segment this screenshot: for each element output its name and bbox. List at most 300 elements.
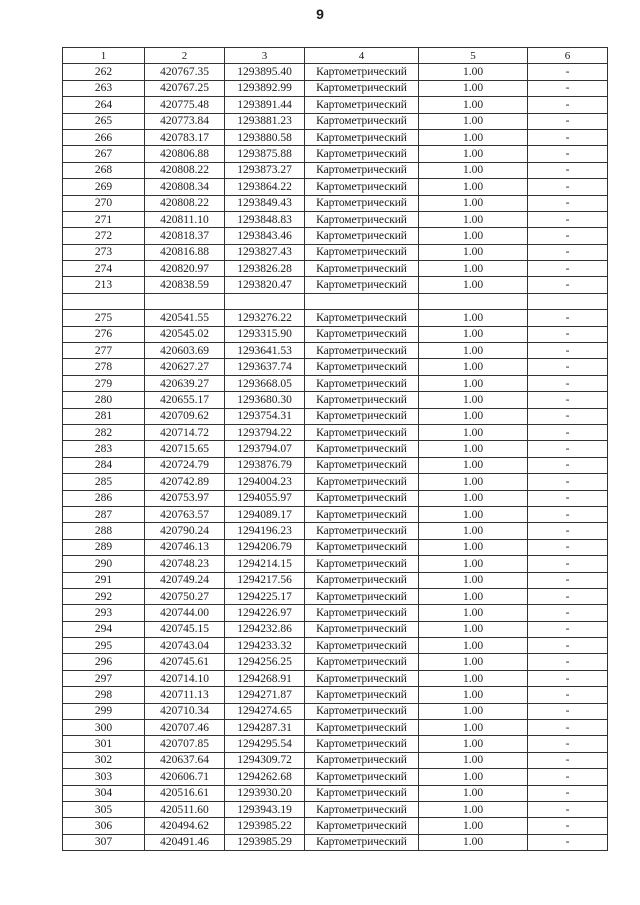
table-cell: 273: [63, 244, 145, 260]
table-cell: -: [528, 703, 608, 719]
table-cell: [528, 293, 608, 309]
table-cell: Картометрический: [305, 670, 419, 686]
table-cell: Картометрический: [305, 392, 419, 408]
table-cell: -: [528, 818, 608, 834]
table-cell: 1293754.31: [225, 408, 305, 424]
table-cell: Картометрический: [305, 228, 419, 244]
table-cell: -: [528, 129, 608, 145]
table-row: [63, 392, 608, 408]
table-cell: 268: [63, 162, 145, 178]
table-cell: -: [528, 523, 608, 539]
table-cell: 1.00: [419, 392, 528, 408]
table-cell: 420494.62: [145, 818, 225, 834]
table-cell: 1293943.19: [225, 801, 305, 817]
table-cell: 1294206.79: [225, 539, 305, 555]
table-cell: 420743.04: [145, 638, 225, 654]
table-cell: 1294196.23: [225, 523, 305, 539]
table-row: [63, 670, 608, 686]
table-cell: 420707.46: [145, 720, 225, 736]
table-cell: 1294004.23: [225, 474, 305, 490]
table-cell: -: [528, 556, 608, 572]
table-cell: 420603.69: [145, 343, 225, 359]
table-cell: 1.00: [419, 310, 528, 326]
column-header: 3: [225, 48, 305, 64]
table-cell: 1293848.83: [225, 211, 305, 227]
table-row: [63, 80, 608, 96]
table-cell: 420808.22: [145, 195, 225, 211]
table-row: [63, 474, 608, 490]
table-cell: 1294295.54: [225, 736, 305, 752]
table-cell: Картометрический: [305, 211, 419, 227]
table-cell: 294: [63, 621, 145, 637]
table-cell: Картометрический: [305, 736, 419, 752]
table-cell: Картометрический: [305, 64, 419, 80]
table-header-row: [63, 48, 608, 64]
table-cell: 420748.23: [145, 556, 225, 572]
table-cell: 272: [63, 228, 145, 244]
table-cell: 420655.17: [145, 392, 225, 408]
table-row: [63, 654, 608, 670]
table-cell: -: [528, 80, 608, 96]
table-cell: -: [528, 424, 608, 440]
table-cell: 420714.10: [145, 670, 225, 686]
table-cell: 1.00: [419, 375, 528, 391]
table-cell: -: [528, 785, 608, 801]
table-row: [63, 244, 608, 260]
table-row: [63, 343, 608, 359]
column-header: 6: [528, 48, 608, 64]
table-cell: 286: [63, 490, 145, 506]
table-cell: 293: [63, 605, 145, 621]
table-cell: -: [528, 539, 608, 555]
table-cell: 1293985.29: [225, 834, 305, 850]
table-cell: 1.00: [419, 80, 528, 96]
table-cell: Картометрический: [305, 441, 419, 457]
table-cell: 1.00: [419, 556, 528, 572]
table-row: [63, 752, 608, 768]
table-cell: 420724.79: [145, 457, 225, 473]
table-cell: Картометрический: [305, 359, 419, 375]
table-row: [63, 195, 608, 211]
table-cell: 420808.22: [145, 162, 225, 178]
column-header: 2: [145, 48, 225, 64]
table-cell: [419, 293, 528, 309]
table-cell: -: [528, 490, 608, 506]
table-cell: -: [528, 670, 608, 686]
table-cell: 282: [63, 424, 145, 440]
table-cell: 279: [63, 375, 145, 391]
table-cell: 420710.34: [145, 703, 225, 719]
table-row: [63, 539, 608, 555]
table-row: [63, 441, 608, 457]
table-cell: Картометрический: [305, 539, 419, 555]
table-cell: 1.00: [419, 736, 528, 752]
table-cell: Картометрический: [305, 752, 419, 768]
table-cell: 420753.97: [145, 490, 225, 506]
table-cell: 1.00: [419, 211, 528, 227]
table-cell: 1.00: [419, 343, 528, 359]
table-row: [63, 621, 608, 637]
table-cell: 1294055.97: [225, 490, 305, 506]
table-cell: -: [528, 720, 608, 736]
table-row: [63, 457, 608, 473]
table-cell: 1294309.72: [225, 752, 305, 768]
table-cell: 305: [63, 801, 145, 817]
table-cell: 1.00: [419, 179, 528, 195]
table-cell: Картометрический: [305, 195, 419, 211]
table-cell: 295: [63, 638, 145, 654]
table-cell: 1.00: [419, 801, 528, 817]
table-cell: -: [528, 457, 608, 473]
table-cell: 420745.61: [145, 654, 225, 670]
table-cell: 1293849.43: [225, 195, 305, 211]
table-cell: 290: [63, 556, 145, 572]
table-cell: Картометрический: [305, 179, 419, 195]
table-cell: -: [528, 736, 608, 752]
table-cell: 1293315.90: [225, 326, 305, 342]
table-cell: 1294256.25: [225, 654, 305, 670]
table-cell: 420707.85: [145, 736, 225, 752]
table-row: [63, 211, 608, 227]
table-row: [63, 228, 608, 244]
table-cell: -: [528, 146, 608, 162]
table-cell: -: [528, 769, 608, 785]
table-cell: -: [528, 277, 608, 293]
table-cell: 283: [63, 441, 145, 457]
table-cell: 1.00: [419, 64, 528, 80]
table-row: [63, 506, 608, 522]
table-cell: 1.00: [419, 572, 528, 588]
table-cell: 274: [63, 261, 145, 277]
table-cell: 301: [63, 736, 145, 752]
table-cell: 1293876.79: [225, 457, 305, 473]
table-cell: 1.00: [419, 720, 528, 736]
table-cell: -: [528, 752, 608, 768]
table-cell: [305, 293, 419, 309]
table-row: [63, 326, 608, 342]
table-cell: Картометрический: [305, 490, 419, 506]
table-cell: 1293820.47: [225, 277, 305, 293]
table-cell: 420491.46: [145, 834, 225, 850]
table-row: [63, 638, 608, 654]
table-cell: -: [528, 195, 608, 211]
table-cell: 420606.71: [145, 769, 225, 785]
table-cell: -: [528, 261, 608, 277]
table-cell: 1.00: [419, 523, 528, 539]
table-cell: Картометрический: [305, 506, 419, 522]
table-cell: 1.00: [419, 457, 528, 473]
table-cell: 1.00: [419, 654, 528, 670]
table-cell: 420511.60: [145, 801, 225, 817]
table-cell: 1293641.53: [225, 343, 305, 359]
table-row: [63, 277, 608, 293]
table-cell: 280: [63, 392, 145, 408]
table-cell: 1293680.30: [225, 392, 305, 408]
table-cell: 1293637.74: [225, 359, 305, 375]
table-body-group-2: [63, 310, 608, 851]
table-cell: 1293880.58: [225, 129, 305, 145]
table-cell: 270: [63, 195, 145, 211]
table-cell: 1294214.15: [225, 556, 305, 572]
table-cell: -: [528, 375, 608, 391]
table-cell: 1294271.87: [225, 687, 305, 703]
table-cell: Картометрический: [305, 834, 419, 850]
table-cell: 1.00: [419, 441, 528, 457]
table-cell: 420838.59: [145, 277, 225, 293]
table-cell: [225, 293, 305, 309]
table-cell: 291: [63, 572, 145, 588]
table-cell: 420763.57: [145, 506, 225, 522]
table-cell: -: [528, 64, 608, 80]
table-cell: 1.00: [419, 785, 528, 801]
table-cell: 1.00: [419, 621, 528, 637]
table-cell: 1293843.46: [225, 228, 305, 244]
table-cell: 307: [63, 834, 145, 850]
table-cell: Картометрический: [305, 113, 419, 129]
table-cell: -: [528, 687, 608, 703]
column-header: 1: [63, 48, 145, 64]
table-cell: -: [528, 392, 608, 408]
table-cell: 420709.62: [145, 408, 225, 424]
table-cell: 1.00: [419, 261, 528, 277]
table-cell: 1294089.17: [225, 506, 305, 522]
table-cell: 1293873.27: [225, 162, 305, 178]
table-cell: 420639.27: [145, 375, 225, 391]
table-cell: 1293895.40: [225, 64, 305, 80]
table-cell: 278: [63, 359, 145, 375]
table-cell: 1.00: [419, 703, 528, 719]
table-row: [63, 769, 608, 785]
table-cell: 1294232.86: [225, 621, 305, 637]
table-cell: 302: [63, 752, 145, 768]
table-cell: 1.00: [419, 769, 528, 785]
table-cell: Картометрический: [305, 146, 419, 162]
table-row: [63, 588, 608, 604]
table-cell: Картометрический: [305, 621, 419, 637]
table-cell: 1.00: [419, 162, 528, 178]
separator-row: [63, 293, 608, 309]
table-cell: Картометрический: [305, 261, 419, 277]
table-cell: -: [528, 113, 608, 129]
table-cell: 298: [63, 687, 145, 703]
table-body-group-1: [63, 64, 608, 293]
table-cell: 1.00: [419, 277, 528, 293]
table-cell: 1.00: [419, 129, 528, 145]
table-cell: -: [528, 588, 608, 604]
table-cell: 1.00: [419, 490, 528, 506]
table-cell: -: [528, 162, 608, 178]
table-cell: 420749.24: [145, 572, 225, 588]
table-cell: Картометрический: [305, 801, 419, 817]
table-row: [63, 572, 608, 588]
table-cell: 420806.88: [145, 146, 225, 162]
table-row: [63, 736, 608, 752]
table-cell: Картометрический: [305, 375, 419, 391]
table-cell: Картометрический: [305, 818, 419, 834]
table-cell: Картометрический: [305, 769, 419, 785]
table-cell: 1293668.05: [225, 375, 305, 391]
table-row: [63, 720, 608, 736]
table-cell: 277: [63, 343, 145, 359]
table-cell: 1293985.22: [225, 818, 305, 834]
table-cell: 420767.35: [145, 64, 225, 80]
table-row: [63, 523, 608, 539]
table-cell: 1293881.23: [225, 113, 305, 129]
table-separator: [63, 293, 608, 309]
table-cell: -: [528, 179, 608, 195]
table-cell: [63, 293, 145, 309]
table-cell: -: [528, 408, 608, 424]
table-cell: 288: [63, 523, 145, 539]
table-cell: -: [528, 638, 608, 654]
table-cell: 1.00: [419, 146, 528, 162]
table-cell: -: [528, 621, 608, 637]
table-cell: -: [528, 506, 608, 522]
table-cell: 420750.27: [145, 588, 225, 604]
table-cell: 1294287.31: [225, 720, 305, 736]
table-cell: 296: [63, 654, 145, 670]
table-cell: 1293875.88: [225, 146, 305, 162]
table-cell: 420742.89: [145, 474, 225, 490]
table-row: [63, 703, 608, 719]
table-cell: 1.00: [419, 670, 528, 686]
table-row: [63, 605, 608, 621]
table-cell: Картометрический: [305, 474, 419, 490]
table-cell: -: [528, 97, 608, 113]
table-cell: 420808.34: [145, 179, 225, 195]
table-cell: Картометрический: [305, 703, 419, 719]
table-cell: 1.00: [419, 588, 528, 604]
table-cell: Картометрический: [305, 556, 419, 572]
table-cell: -: [528, 801, 608, 817]
table-cell: Картометрический: [305, 97, 419, 113]
table-cell: -: [528, 326, 608, 342]
table-cell: 263: [63, 80, 145, 96]
table-cell: 1293930.20: [225, 785, 305, 801]
table-cell: Картометрический: [305, 277, 419, 293]
table-cell: -: [528, 228, 608, 244]
column-header: 4: [305, 48, 419, 64]
table-cell: 420746.13: [145, 539, 225, 555]
table-cell: 420541.55: [145, 310, 225, 326]
table-cell: 420745.15: [145, 621, 225, 637]
table-cell: 267: [63, 146, 145, 162]
table-row: [63, 375, 608, 391]
table-cell: 1.00: [419, 474, 528, 490]
table-cell: Картометрический: [305, 80, 419, 96]
table-cell: 1.00: [419, 506, 528, 522]
table-cell: 1.00: [419, 818, 528, 834]
table-cell: 1293827.43: [225, 244, 305, 260]
table-cell: 269: [63, 179, 145, 195]
table-cell: 284: [63, 457, 145, 473]
table-cell: 265: [63, 113, 145, 129]
table-cell: 420637.64: [145, 752, 225, 768]
table-cell: Картометрический: [305, 343, 419, 359]
table-row: [63, 408, 608, 424]
table-row: [63, 179, 608, 195]
table-cell: Картометрический: [305, 687, 419, 703]
table-cell: 1293794.07: [225, 441, 305, 457]
table-cell: Картометрический: [305, 129, 419, 145]
table-cell: 276: [63, 326, 145, 342]
table-cell: 1.00: [419, 408, 528, 424]
table-cell: 1.00: [419, 687, 528, 703]
table-cell: 1.00: [419, 326, 528, 342]
table-cell: 1.00: [419, 539, 528, 555]
table-cell: 292: [63, 588, 145, 604]
table-cell: Картометрический: [305, 408, 419, 424]
table-row: [63, 310, 608, 326]
table-cell: 420545.02: [145, 326, 225, 342]
table-cell: 1293864.22: [225, 179, 305, 195]
table-row: [63, 556, 608, 572]
table-row: [63, 490, 608, 506]
table-cell: 306: [63, 818, 145, 834]
table-cell: Картометрический: [305, 162, 419, 178]
table-cell: 264: [63, 97, 145, 113]
table-cell: 1294262.68: [225, 769, 305, 785]
table-row: [63, 64, 608, 80]
table-cell: 420783.17: [145, 129, 225, 145]
table-cell: 289: [63, 539, 145, 555]
table-cell: 1.00: [419, 638, 528, 654]
table-cell: Картометрический: [305, 588, 419, 604]
table-cell: Картометрический: [305, 326, 419, 342]
table-cell: 300: [63, 720, 145, 736]
table-cell: -: [528, 441, 608, 457]
table-row: [63, 818, 608, 834]
table-cell: 1.00: [419, 359, 528, 375]
table-cell: 420715.65: [145, 441, 225, 457]
table-cell: 420818.37: [145, 228, 225, 244]
table-cell: 213: [63, 277, 145, 293]
table-cell: -: [528, 474, 608, 490]
table-cell: 1.00: [419, 834, 528, 850]
table-cell: 1.00: [419, 113, 528, 129]
table-cell: Картометрический: [305, 244, 419, 260]
coordinates-table: [62, 47, 608, 851]
table-cell: 1294225.17: [225, 588, 305, 604]
table-cell: -: [528, 572, 608, 588]
table-row: [63, 834, 608, 850]
table-cell: 420820.97: [145, 261, 225, 277]
table-row: [63, 424, 608, 440]
table-cell: 1294233.32: [225, 638, 305, 654]
table-cell: 1.00: [419, 424, 528, 440]
table-cell: Картометрический: [305, 523, 419, 539]
table-cell: 1.00: [419, 752, 528, 768]
table-cell: 297: [63, 670, 145, 686]
table-cell: -: [528, 310, 608, 326]
table-cell: 420816.88: [145, 244, 225, 260]
table-cell: 1294217.56: [225, 572, 305, 588]
table-cell: 1293891.44: [225, 97, 305, 113]
table-cell: 299: [63, 703, 145, 719]
table-cell: -: [528, 343, 608, 359]
table-row: [63, 97, 608, 113]
table-cell: -: [528, 605, 608, 621]
table-cell: 1.00: [419, 195, 528, 211]
table-cell: 1294226.97: [225, 605, 305, 621]
table-row: [63, 785, 608, 801]
table-cell: 1.00: [419, 605, 528, 621]
column-header: 5: [419, 48, 528, 64]
table-cell: 420627.27: [145, 359, 225, 375]
table-cell: 420773.84: [145, 113, 225, 129]
table-cell: Картометрический: [305, 457, 419, 473]
table-cell: 420811.10: [145, 211, 225, 227]
